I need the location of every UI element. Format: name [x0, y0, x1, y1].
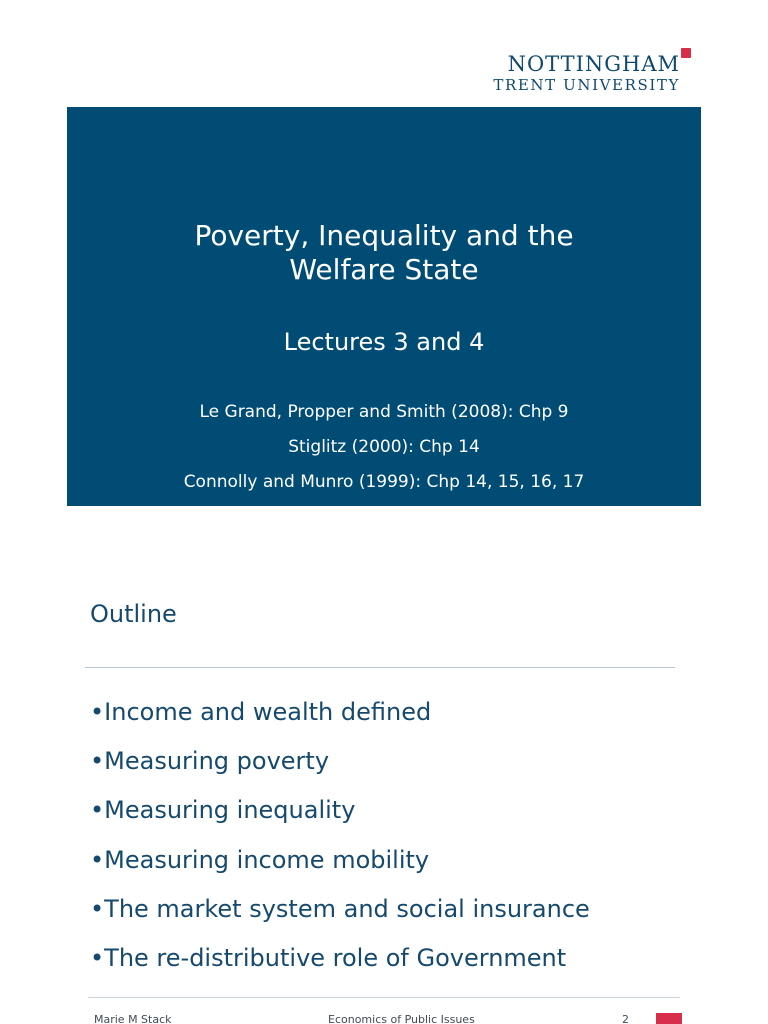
outline-heading: Outline [90, 600, 177, 628]
ntu-badge-icon [656, 1013, 682, 1024]
footer-divider [88, 997, 680, 998]
list-item: • Income and wealth defined [90, 688, 590, 737]
footer-author: Marie M Stack [94, 1013, 172, 1024]
logo-mark-icon [681, 48, 691, 58]
outline-list [90, 688, 590, 983]
list-item: • Measuring income mobility [90, 836, 590, 885]
list-item: • The re-distributive role of Government [90, 934, 590, 983]
lecture-title [67, 219, 701, 287]
logo-line-1: NOTTINGHAM [507, 52, 680, 76]
lecture-subtitle: Lectures 3 and 4 [283, 328, 485, 356]
lecture-title-line-1: Poverty, Inequality and the [194, 219, 574, 252]
list-item: • The market system and social insurance [90, 885, 590, 934]
reference-item: Le Grand, Propper and Smith (2008): Chp 9 [199, 402, 569, 422]
lecture-title-line-2: Welfare State [289, 253, 479, 286]
heading-divider [85, 667, 675, 668]
page-footer [0, 1013, 768, 1024]
reading-references [67, 395, 701, 500]
footer-course: Economics of Public Issues [328, 1013, 475, 1024]
list-item: • Measuring poverty [90, 737, 590, 786]
university-logo [493, 52, 680, 94]
logo-line-2: TRENT UNIVERSITY [493, 76, 680, 94]
list-item: • Measuring inequality [90, 786, 590, 835]
reference-item: Connolly and Munro (1999): Chp 14, 15, 16, 17 [183, 472, 585, 492]
page-number: 2 [622, 1013, 629, 1024]
reference-item: Stiglitz (2000): Chp 14 [288, 437, 480, 457]
title-panel [67, 107, 701, 506]
